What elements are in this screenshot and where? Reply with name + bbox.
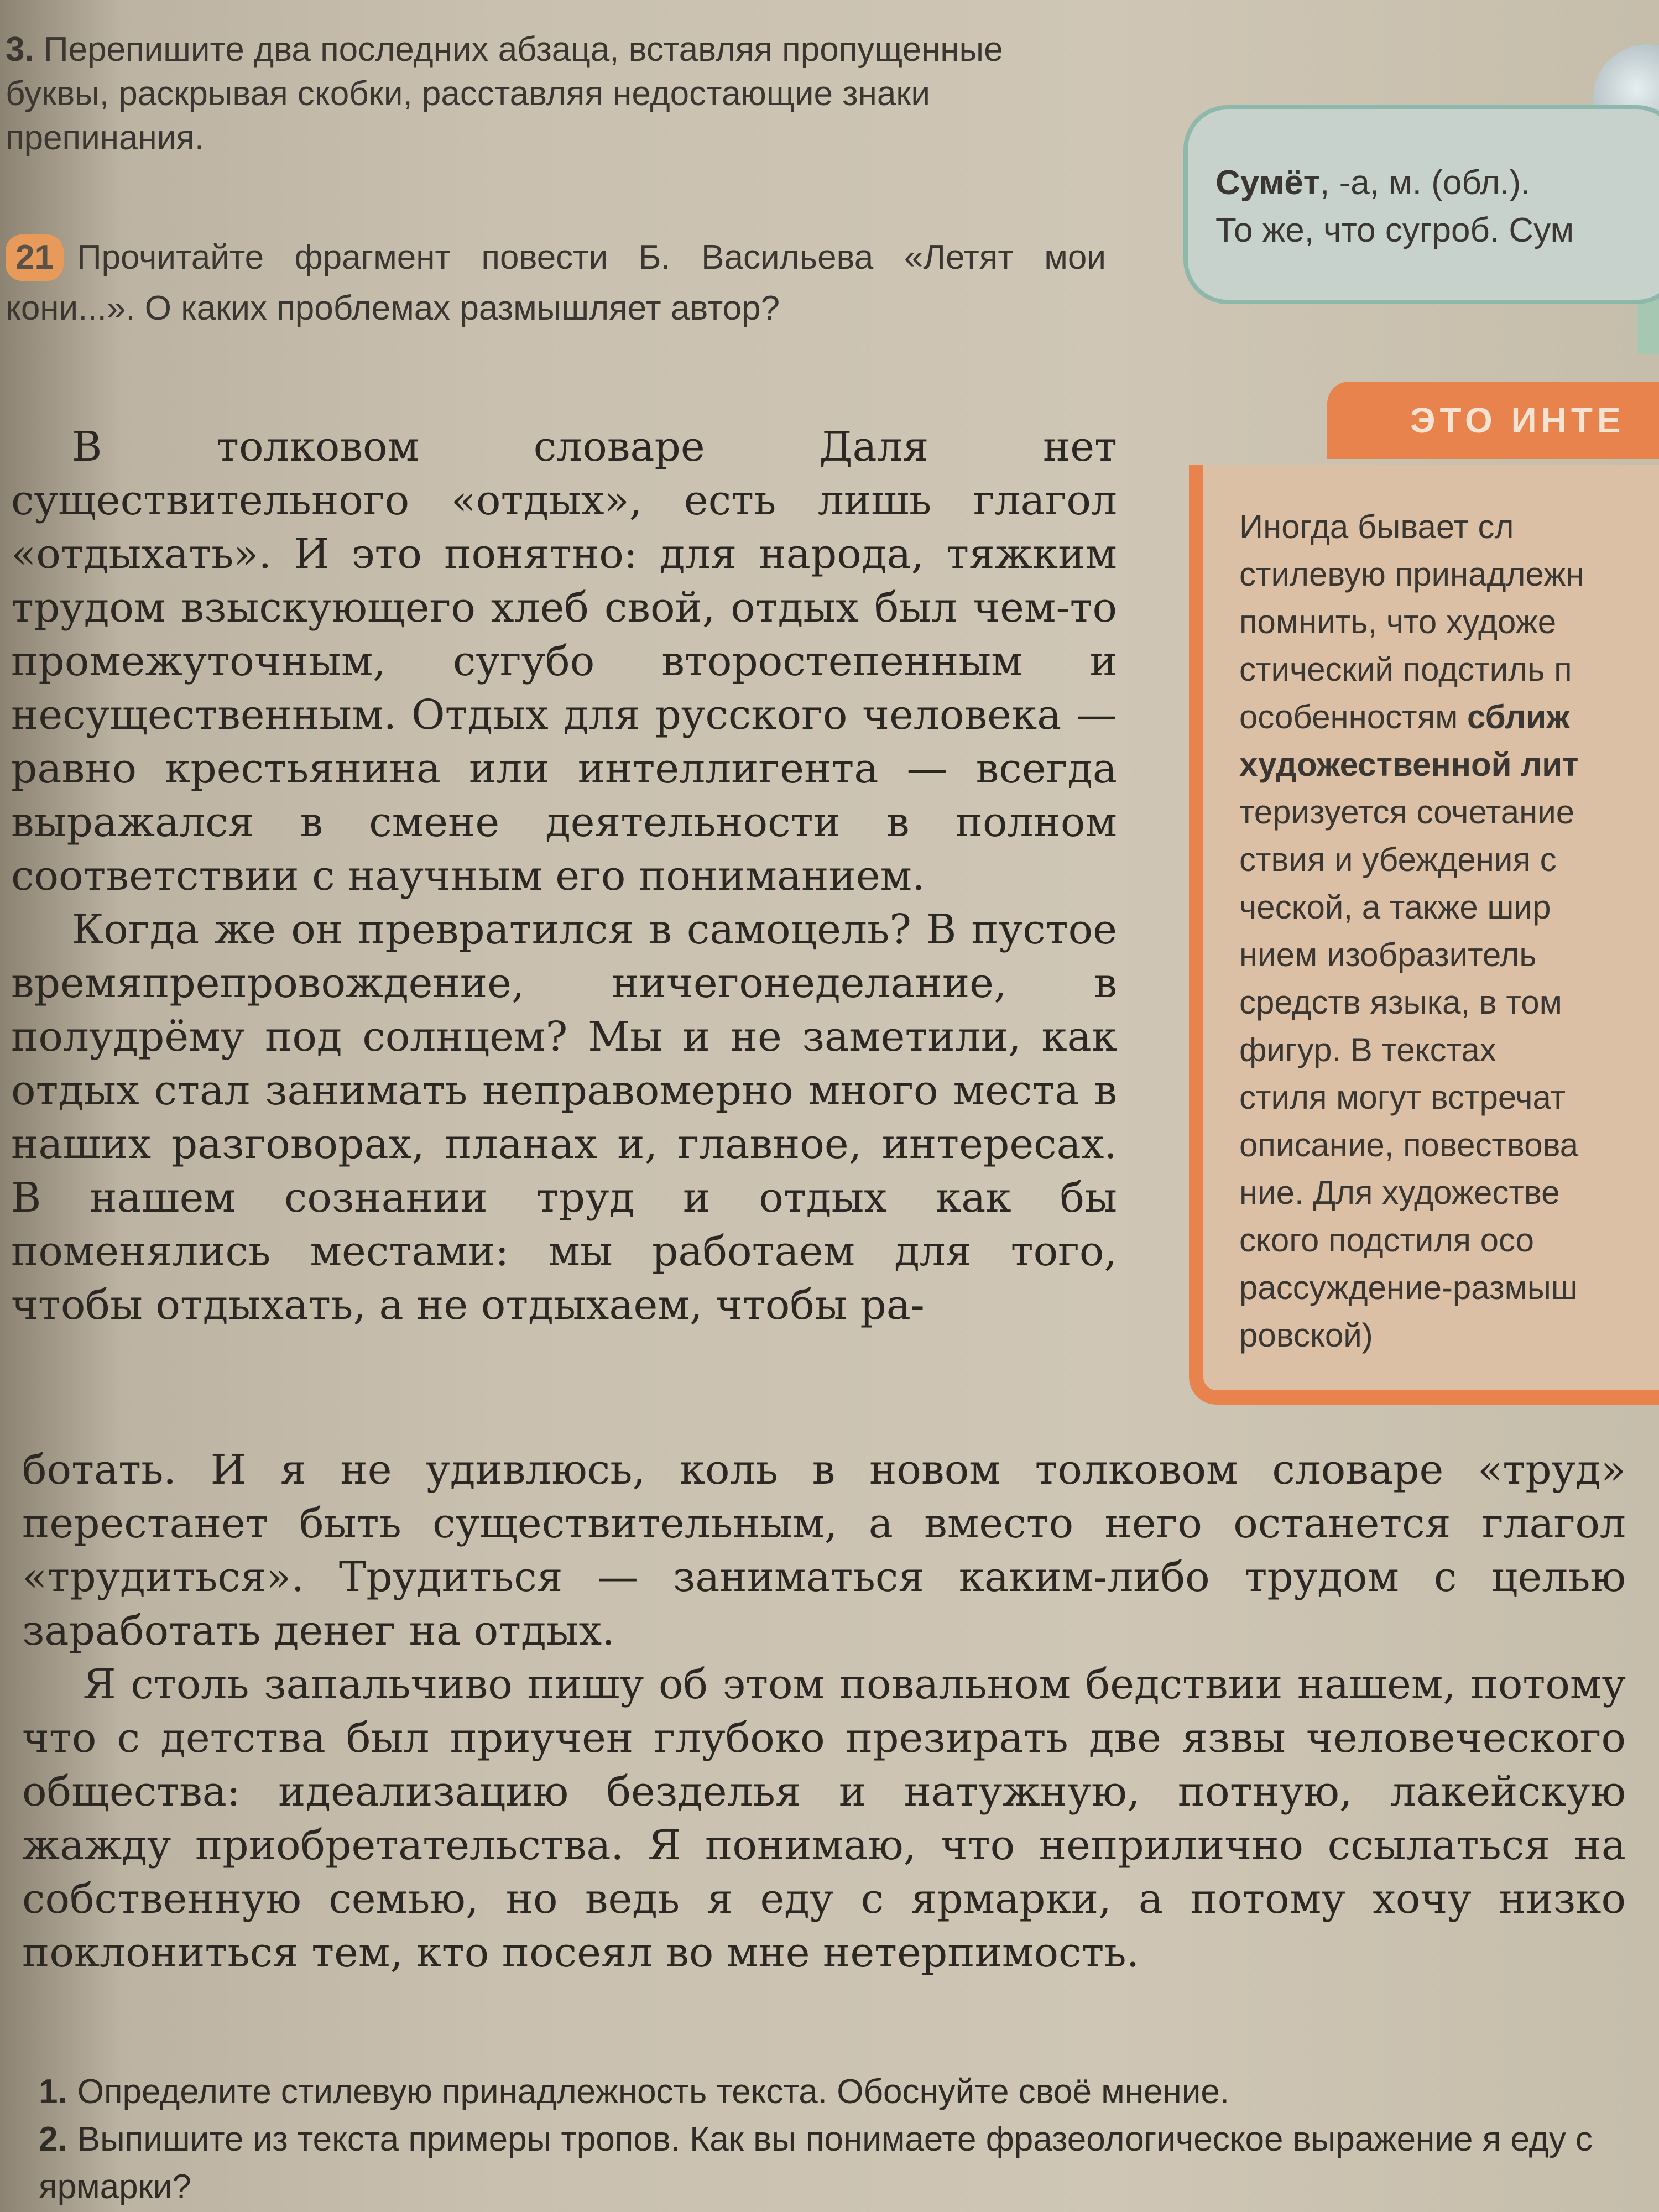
info-line: описание, повествова	[1239, 1126, 1579, 1164]
question-number: 2.	[39, 2120, 67, 2158]
task-21	[6, 232, 1106, 334]
story-narrow-column	[11, 420, 1117, 1332]
info-line: ческой, а также шир	[1239, 889, 1551, 926]
info-line: рассуждение-размыш	[1239, 1269, 1578, 1306]
info-line: средств языка, в том	[1239, 984, 1562, 1021]
story-paragraph: Когда же он превратился в самоцель? В пустое времяпрепровождение, ничегонеделание, в полудрёму под солнцем? Мы и не заметили, как отдых стал занимать неправомерно много места в наших разговорах, планах и, главное, интересах. В нашем сознании труд и отдых как бы поменялись местами: мы работаем для того, чтобы отдыхать, а не отдыхаем, чтобы ра-	[11, 906, 1117, 1329]
info-line: стический подстиль п	[1239, 651, 1572, 688]
question-1	[39, 2068, 1631, 2116]
info-bold-word: сближ	[1467, 698, 1570, 735]
exercise-text: Перепишите два последних абзаца, вставляя пропущенные буквы, раскрывая скобки, расставляя недостающие знаки препинания.	[6, 30, 1003, 157]
definition-headword-line	[1215, 159, 1659, 207]
story-wide-column	[22, 1443, 1626, 1980]
definition-term: Сумёт	[1215, 164, 1321, 202]
info-box-heading: ЭТО ИНТЕ	[1327, 382, 1659, 459]
info-line: ствия и убеждения с	[1239, 841, 1557, 878]
info-box	[1189, 465, 1659, 1405]
info-line: Иногда бывает сл	[1239, 508, 1514, 545]
question-number: 1.	[39, 2073, 67, 2111]
info-line: стиля могут встречат	[1239, 1079, 1566, 1116]
exercise-3	[6, 28, 1112, 160]
info-line: стилевую принадлежн	[1239, 556, 1584, 593]
definition-box	[1183, 105, 1659, 304]
definition-text: То же, что сугроб. Сум	[1215, 211, 1574, 249]
story-paragraph: В толковом словаре Даля нет существительного «отдых», есть лишь глагол «отдыхать». И это понятно: для народа, тяжким трудом взыскующего хлеб свой, отдых был чем-то промежуточным, сугубо второстепенным и несущественным. Отдых для русского человека — равно крестьянина или интеллигента — всегда выражался в смене деятельности в полном соответствии с научным его пониманием.	[11, 423, 1117, 900]
question-text: Определите стилевую принадлежность текста. Обоснуйте своё мнение.	[77, 2073, 1230, 2111]
info-line: нием изобразитель	[1239, 936, 1537, 973]
task-number-badge: 21	[6, 234, 64, 281]
exercise-number: 3.	[6, 30, 34, 69]
info-line: ровской)	[1239, 1317, 1373, 1354]
info-line-text: особенностям	[1239, 698, 1468, 735]
question-2	[39, 2116, 1631, 2211]
question-text: Выпишите из текста примеры тропов. Как вы понимаете фразеологическое выражение я еду с ярмарки?	[39, 2120, 1593, 2206]
questions-list	[39, 2068, 1631, 2211]
info-line: ского подстиля осо	[1239, 1222, 1535, 1259]
task-text: Прочитайте фрагмент повести Б. Васильева «Летят мои кони...». О каких проблемах размышляет автор?	[6, 238, 1106, 327]
info-line	[1239, 693, 1659, 741]
definition-grammar: , -а, м. (обл.).	[1320, 164, 1531, 202]
story-paragraph: Я столь запальчиво пишу об этом повальном бедствии нашем, потому что с детства был приучен глубоко презирать две язвы человеческого общества: идеализацию безделья и натужную, потную, лакейскую жажду приобретательства. Я понимаю, что неприлично ссылаться на собственную семью, но ведь я еду с ярмарки, а потому хочу низко поклониться тем, кто посеял во мне нетерпимость.	[22, 1661, 1626, 1976]
info-line: ние. Для художестве	[1239, 1174, 1560, 1211]
story-paragraph-continuation: ботать. И я не удивлюсь, коль в новом толковом словаре «труд» перестанет быть существительным, а вместо него останется глагол «трудиться». Трудиться — заниматься каким-либо трудом с целью заработать денег на отдых.	[22, 1446, 1626, 1655]
info-line: художественной лит	[1239, 746, 1579, 783]
info-line: теризуется сочетание	[1239, 794, 1575, 831]
info-line: помнить, что художе	[1239, 603, 1557, 640]
info-line: фигур. В текстах	[1239, 1031, 1496, 1068]
